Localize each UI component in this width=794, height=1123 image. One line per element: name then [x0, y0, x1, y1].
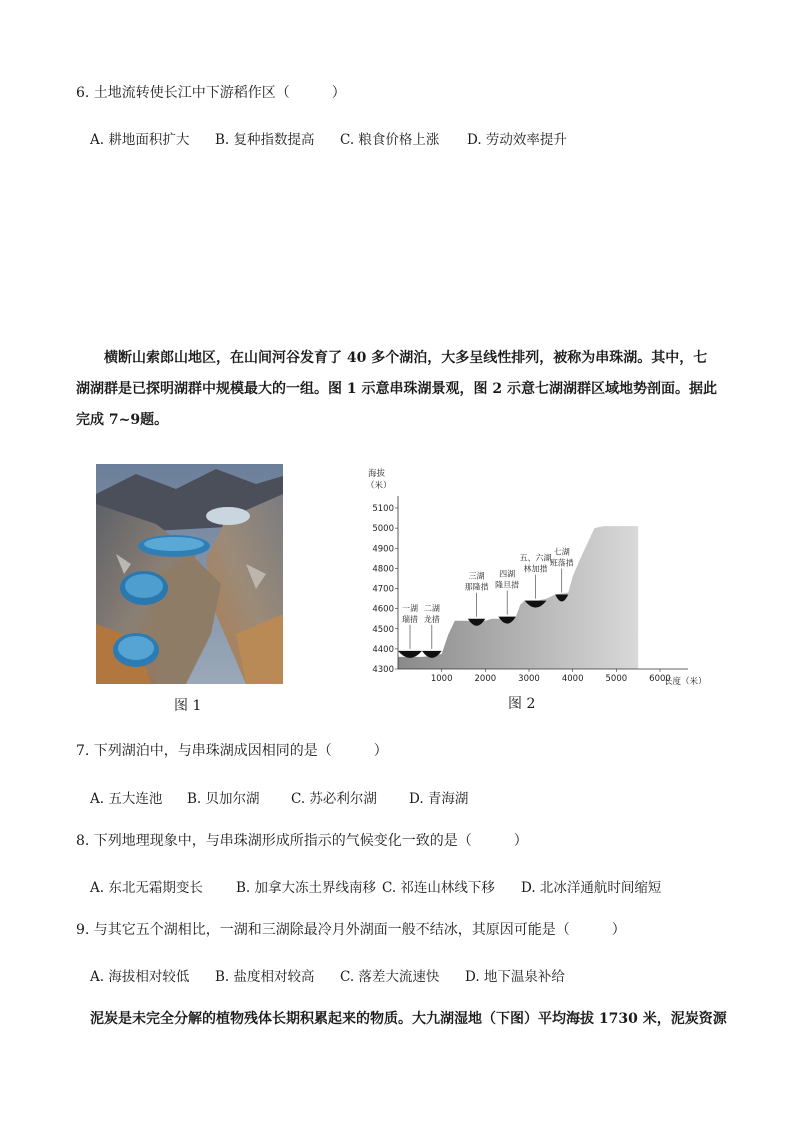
q8-options	[90, 876, 661, 896]
y-tick-label: 4300	[372, 665, 394, 675]
x-tick-label: 1000	[430, 674, 453, 684]
passage-2: 泥炭是未完全分解的植物残体长期积累起来的物质。大九湖湿地（下图）平均海拔 1730 米，泥炭资源	[90, 1011, 727, 1027]
terrain-area	[398, 526, 638, 669]
y-tick-label: 4600	[372, 604, 394, 615]
q8-option-c: C. 祁连山林线下移	[382, 880, 495, 896]
q9-option-b: B. 盐度相对较高	[215, 969, 315, 985]
q9-option-c: C. 落差大流速快	[340, 969, 440, 985]
y-tick-label: 4500	[372, 624, 394, 635]
q9-options	[90, 965, 565, 985]
q8-option-b: B. 加拿大冻土界线南移	[236, 880, 377, 896]
lake-label-2: 二湖	[423, 603, 440, 613]
q7-options	[90, 787, 468, 807]
lake-label-5: 林加措	[523, 564, 548, 574]
q6-stem: 6. 土地流转使长江中下游稻作区（ ）	[76, 85, 346, 101]
q7-option-d: D. 青海湖	[409, 791, 469, 807]
y-tick-label: 4700	[372, 584, 394, 595]
y-tick-label: 4400	[372, 644, 394, 655]
q9-option-a: A. 海拔相对较低	[90, 969, 190, 985]
x-tick-label: 6000	[649, 674, 671, 684]
lake-label-6: 七湖	[553, 547, 570, 557]
passage-1: 横断山索郎山地区，在山间河谷发育了 40 多个湖泊，大多呈线性排列，被称为串珠湖。其中，七湖湖群是已探明湖群中规模最大的一组。图 1 示意串珠湖景观，图 2 示意七湖湖群区域地势剖面。据此完成 7~9题。	[76, 350, 717, 428]
q6-option-c: C. 粮食价格上涨	[340, 132, 440, 148]
lake-label-4: 隆旦措	[495, 580, 520, 590]
q6-option-b: B. 复种指数提高	[215, 132, 315, 148]
x-tick-label: 5000	[605, 674, 628, 684]
x-axis-label: 长度（米）	[664, 677, 707, 687]
lake-label-5: 五、六湖	[519, 553, 552, 563]
lake-label-1: 瑞措	[402, 614, 419, 624]
lake-label-3: 那隆措	[464, 582, 489, 592]
lake-label-2: 龙措	[423, 614, 440, 624]
figure-1-lake-photo	[96, 464, 283, 684]
q8-option-d: D. 北冰洋通航时间缩短	[521, 880, 662, 896]
y-axis-label: （米）	[366, 481, 392, 491]
y-tick-label: 5000	[372, 524, 394, 535]
q8-option-a: A. 东北无霜期变长	[90, 880, 203, 896]
q6-option-d: D. 劳动效率提升	[467, 132, 567, 148]
q7-stem: 7. 下列湖泊中，与串珠湖成因相同的是（ ）	[76, 743, 388, 759]
q9-stem: 9. 与其它五个湖相比，一湖和三湖除最冷月外湖面一般不结冰，其原因可能是（ ）	[76, 922, 626, 938]
q9-option-d: D. 地下温泉补给	[465, 969, 565, 985]
lake-label-3: 三湖	[468, 571, 485, 581]
q6-option-a: A. 耕地面积扩大	[90, 132, 190, 148]
q7-option-c: C. 苏必利尔湖	[291, 791, 377, 807]
lake-label-4: 四湖	[499, 569, 516, 579]
figure-1-caption: 图 1	[174, 698, 202, 714]
x-tick-label: 4000	[561, 674, 584, 684]
figure-2-caption: 图 2	[508, 696, 536, 712]
q6-options	[90, 128, 567, 148]
figure-2-profile-chart	[360, 462, 710, 690]
lake-label-1: 一湖	[402, 603, 419, 613]
y-tick-label: 4900	[372, 544, 394, 555]
y-tick-label: 4800	[372, 564, 394, 575]
lake-label-6: 班落措	[549, 558, 574, 568]
q7-option-a: A. 五大连池	[90, 791, 163, 807]
q7-option-b: B. 贝加尔湖	[187, 791, 260, 807]
y-axis-label: 海拔	[368, 469, 386, 479]
x-tick-label: 3000	[518, 674, 540, 684]
q8-stem: 8. 下列地理现象中，与串珠湖形成所指示的气候变化一致的是（ ）	[76, 833, 528, 849]
x-tick-label: 2000	[474, 674, 497, 684]
y-tick-label: 5100	[372, 504, 394, 514]
lake-1	[398, 651, 422, 658]
